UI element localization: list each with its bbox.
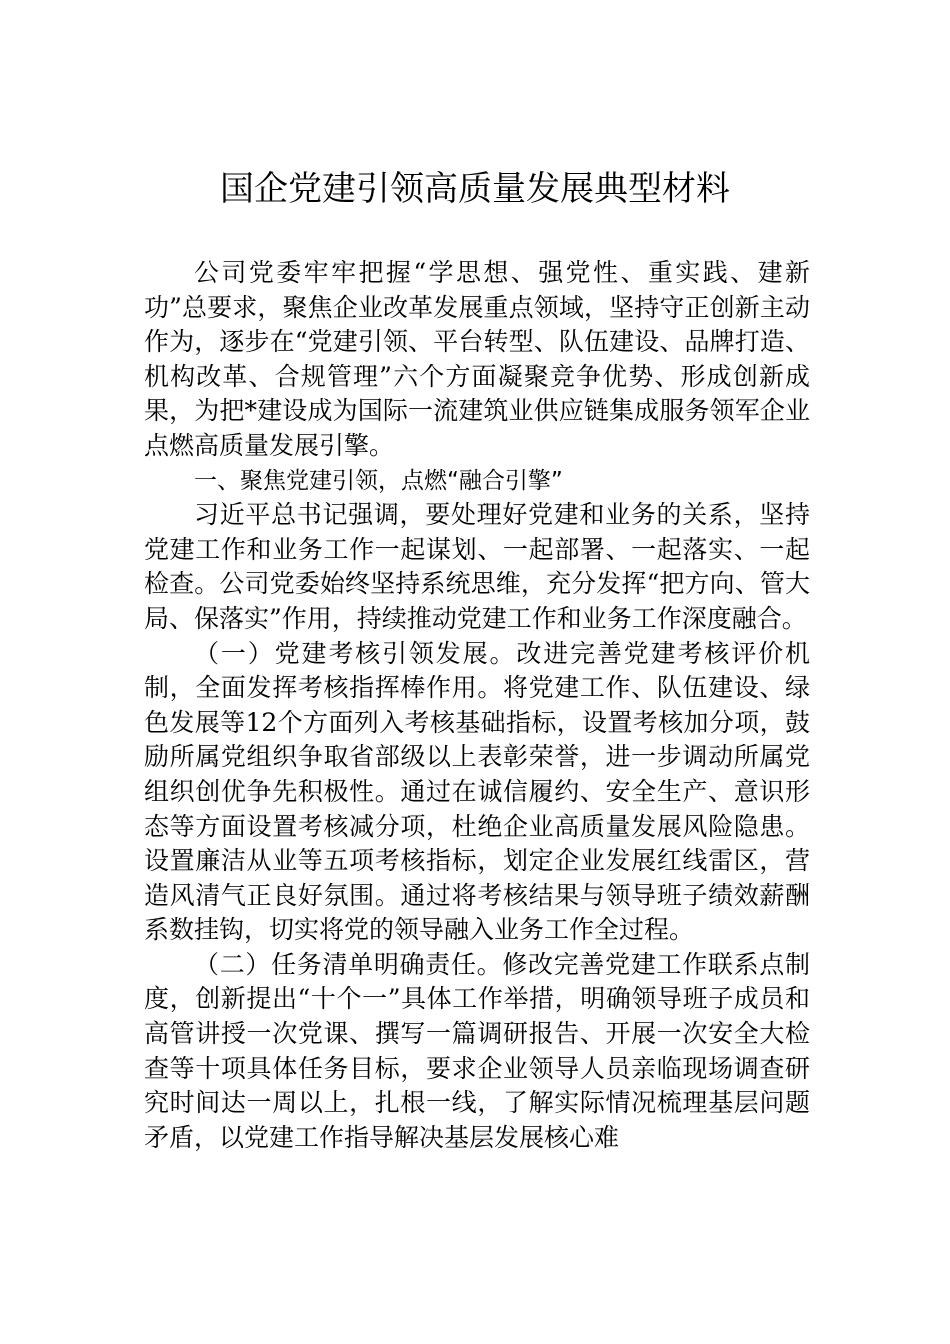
paragraph-intro: 公司党委牢牢把握“学思想、强党性、重实践、建新功”总要求，聚焦企业改革发展重点领域，坚持守正创新主动作为，逐步在“党建引领、平台转型、队伍建设、品牌打造、机构改革、合规管理”六个方面凝聚竞争优势、形成创新成果，为把*建设成为国际一流建筑业供应链集成服务领军企业点燃高质量发展引擎。 — [144, 258, 810, 460]
paragraph-subsection-1: （一）党建考核引领发展。改进完善党建考核评价机制，全面发挥考核指挥棒作用。将党建工作、队伍建设、绿色发展等12个方面列入考核基础指标，设置考核加分项，鼓励所属党组织争取省部级以上表彰荣誉，进一步调动所属党组织创优争先积极性。通过在诚信履约、安全生产、意识形态等方面设置考核减分项，杜绝企业高质量发展风险隐患。设置廉洁从业等五项考核指标，划定企业发展红线雷区，营造风清气正良好氛围。通过将考核结果与领导班子绩效薪酬系数挂钩，切实将党的领导融入业务工作全过程。 — [144, 638, 810, 945]
paragraph-subsection-2: （二）任务清单明确责任。修改完善党建工作联系点制度，创新提出“十个一”具体工作举措，明确领导班子成员和高管讲授一次党课、撰写一篇调研报告、开展一次安全大检查等十项具体任务目标，要求企业领导人员亲临现场调查研究时间达一周以上，扎根一线，了解实际情况梳理基层问题矛盾，以党建工作指导解决基层发展核心难 — [144, 949, 810, 1152]
document-title: 国企党建引领高质量发展典型材料 — [220, 169, 730, 209]
paragraph-section-1-intro: 习近平总书记强调，要处理好党建和业务的关系，坚持党建工作和业务工作一起谋划、一起部署、一起落实、一起检查。公司党委始终坚持系统思维，充分发挥“把方向、管大局、保落实”作用，持续推动党建工作和业务工作深度融合。 — [144, 500, 810, 633]
document-body — [144, 256, 810, 1155]
section-heading-1: 一、聚焦党建引领，点燃“融合引擎” — [194, 467, 563, 494]
